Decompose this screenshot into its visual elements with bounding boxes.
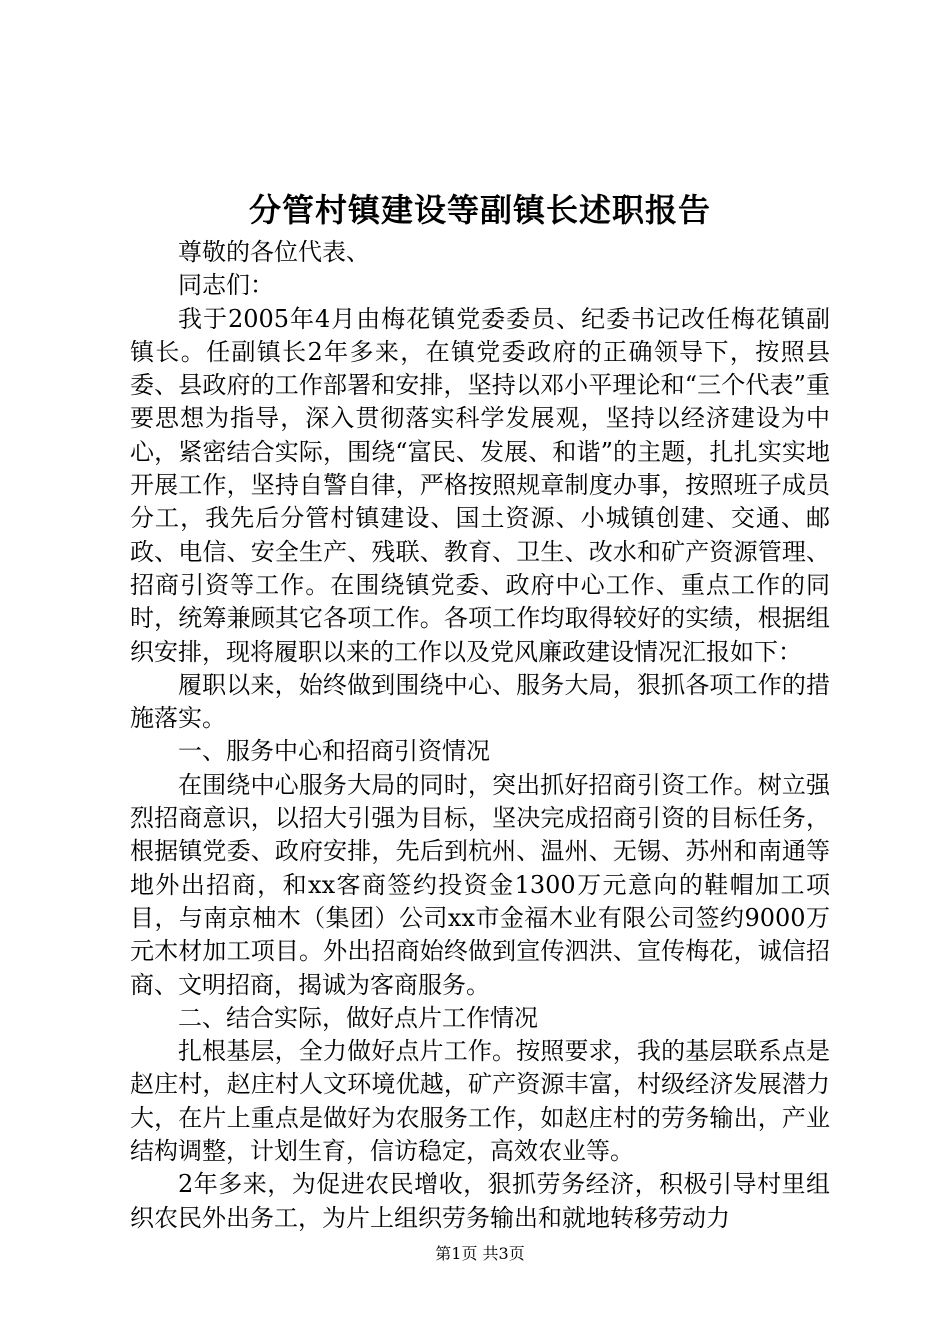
page-number-footer: 第1页 共3页 [435,1244,525,1263]
section-1-paragraph: 在围绕中心服务大局的同时，突出抓好招商引资工作。树立强烈招商意识，以招大引强为目标，坚决完成招商引资的目标任务，根据镇党委、政府安排，先后到杭州、温州、无锡、苏州和南通等地外出招商，和xx客商签约投资金1300万元意向的鞋帽加工项目，与南京柚木（集团）公司xx市金福木业有限公司签约9000万元木材加工项目。外出招商始终做到宣传泗洪、宣传梅花，诚信招商、文明招商，揭诚为客商服务。 [130,770,830,999]
section-2-paragraph-continued: 2年多来，为促进农民增收，狠抓劳务经济，积极引导村里组织农民外出务工，为片上组织劳务输出和就地转移劳动力 [130,1170,830,1232]
section-heading-2: 二、结合实际，做好点片工作情况 [178,1003,538,1032]
summary-paragraph: 履职以来，始终做到围绕中心、服务大局，狠抓各项工作的措施落实。 [130,670,830,733]
document-title: 分管村镇建设等副镇长述职报告 [248,191,711,229]
section-2-paragraph: 扎根基层，全力做好点片工作。按照要求，我的基层联系点是赵庄村，赵庄村人文环境优越，矿产资源丰富，村级经济发展潜力大，在片上重点是做好为农服务工作，如赵庄村的劳务输出，产业结构调整，计划生育，信访稳定，高效农业等。 [130,1037,830,1166]
section-heading-1: 一、服务中心和招商引资情况 [178,737,490,766]
salutation-line-1: 尊敬的各位代表、 [178,238,370,266]
salutation-line-2: 同志们： [178,271,274,300]
intro-paragraph: 我于2005年4月由梅花镇党委委员、纪委书记改任梅花镇副镇长。任副镇长2年多来，在镇党委政府的正确领导下，按照县委、县政府的工作部署和安排，坚持以邓小平理论和“三个代表”重要思想为指导，深入贯彻落实科学发展观，坚持以经济建设为中心，紧密结合实际，围绕“富民、发展、和谐”的主题，扎扎实实地开展工作，坚持自警自律，严格按照规章制度办事，按照班子成员分工，我先后分管村镇建设、国土资源、小城镇创建、交通、邮政、电信、安全生产、残联、教育、卫生、改水和矿产资源管理、招商引资等工作。在围绕镇党委、政府中心工作、重点工作的同时，统筹兼顾其它各项工作。各项工作均取得较好的实绩，根据组织安排，现将履职以来的工作以及党风廉政建设情况汇报如下： [130,304,830,666]
document-body [130,236,830,1235]
document-page [130,0,830,1344]
